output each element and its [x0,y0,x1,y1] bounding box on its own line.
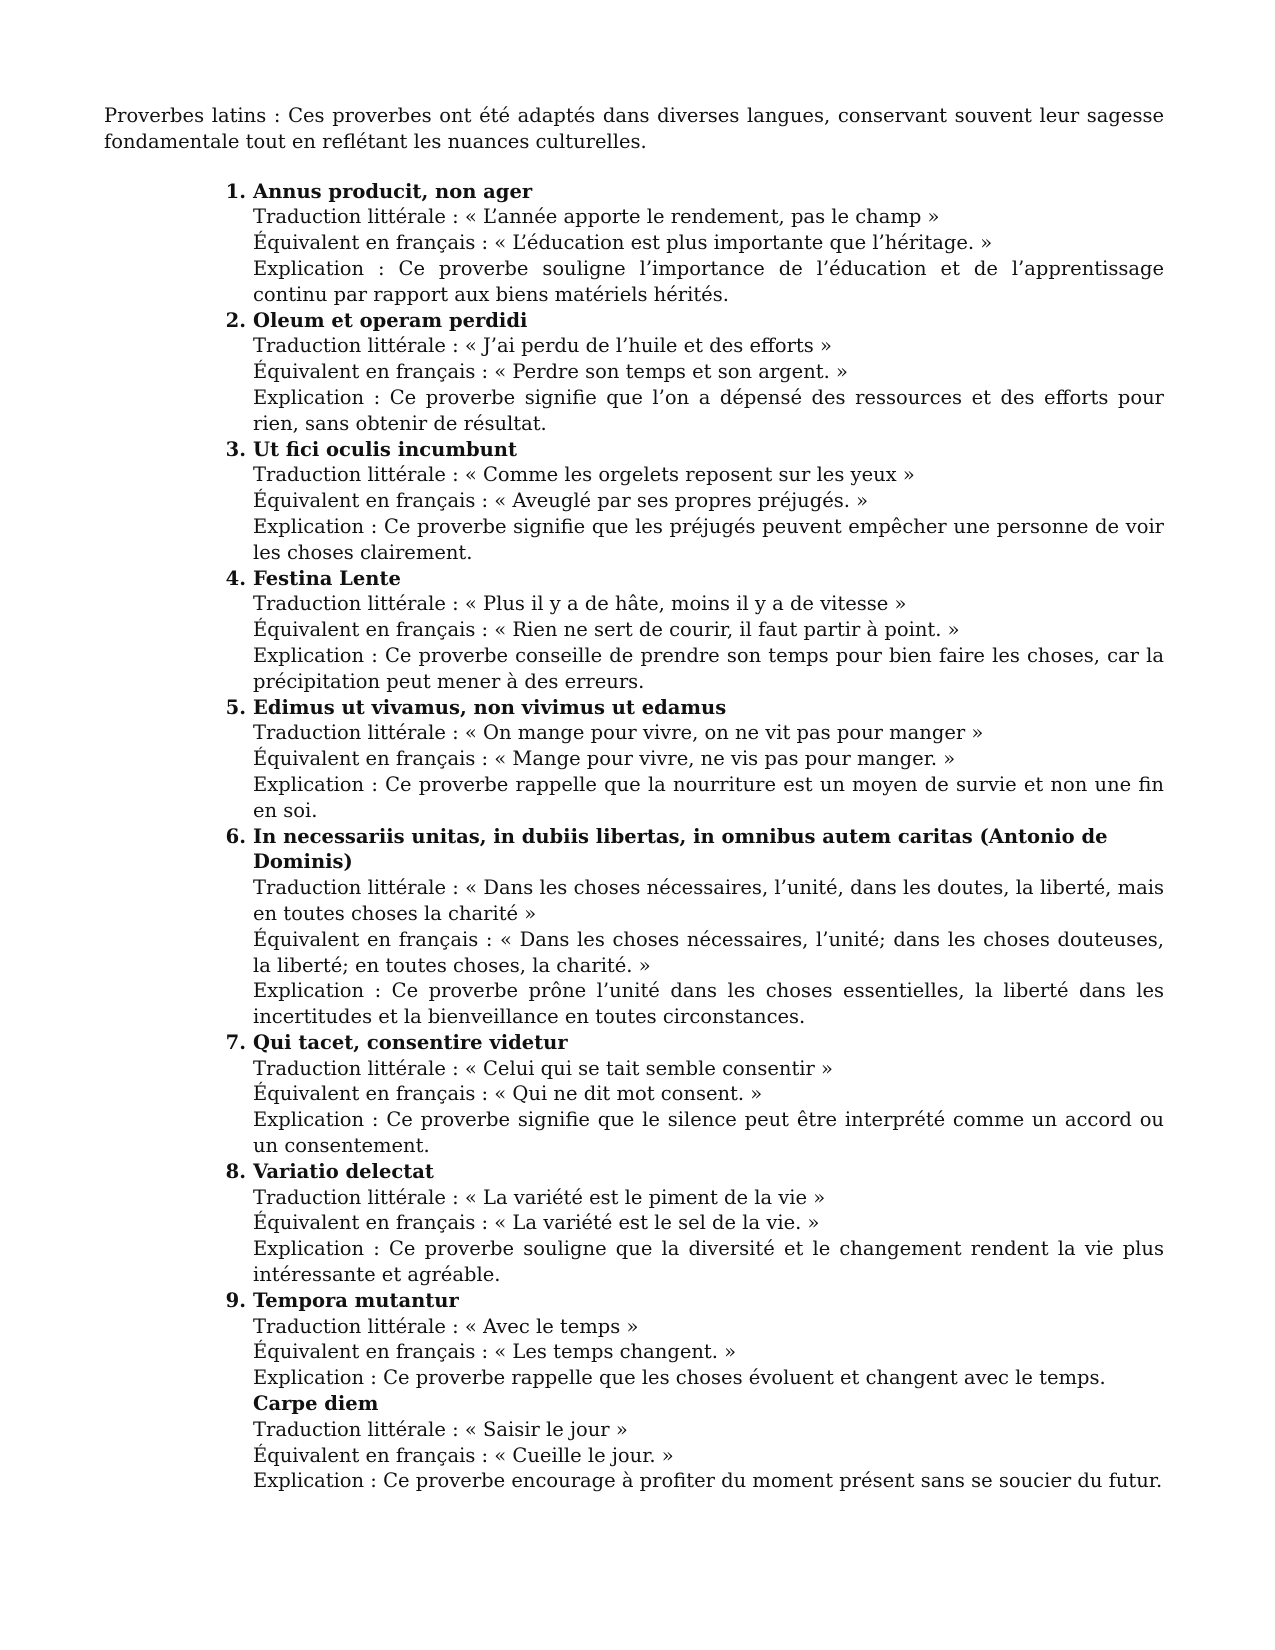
proverb-number: 6. [225,824,246,848]
proverb-explication: Explication : Ce proverbe rappelle que la nourriture est un moyen de survie et non une fin en soi. [253,772,1164,822]
proverb-number: 7. [225,1030,246,1054]
proverb-explication: Explication : Ce proverbe rappelle que les choses évoluent et changent avec le temps. [253,1366,1106,1390]
proverb-title: Oleum et operam perdidi [253,308,528,332]
proverb-equivalent: Équivalent en français : « Aveuglé par ses propres préjugés. » [253,489,869,513]
proverb-item [104,1030,1164,1159]
proverb-equivalent: Équivalent en français : « Mange pour vivre, ne vis pas pour manger. » [253,747,956,771]
proverb-explication: Explication : Ce proverbe encourage à profiter du moment présent sans se soucier du futur. [253,1469,1163,1493]
proverb-equivalent: Équivalent en français : « L’éducation est plus importante que l’héritage. » [253,231,993,255]
proverb-item [104,308,1164,437]
proverb-number: 2. [225,308,246,332]
proverb-number: 3. [225,437,246,461]
proverb-explication: Explication : Ce proverbe signifie que le silence peut être interprété comme un accord ou un consentement. [253,1108,1164,1158]
proverb-number: 9. [225,1288,246,1312]
proverb-equivalent: Équivalent en français : « Perdre son temps et son argent. » [253,360,848,384]
proverb-explication: Explication : Ce proverbe conseille de prendre son temps pour bien faire les choses, car la précipitation peut mener à des erreurs. [253,643,1164,693]
intro-paragraph: Proverbes latins : Ces proverbes ont été adaptés dans diverses langues, conservant souvent leur sagesse fondamentale tout en reflétant les nuances culturelles. [104,104,1164,153]
proverb-title: Edimus ut vivamus, non vivimus ut edamus [253,695,727,719]
proverb-title: Tempora mutantur [253,1288,459,1312]
proverb-number: 8. [225,1159,246,1183]
proverb-item [104,695,1164,824]
proverb-item [104,824,1164,1030]
proverb-traduction: Traduction littérale : « J’ai perdu de l’huile et des efforts » [253,334,832,358]
proverb-item [104,437,1164,566]
proverb-explication: Explication : Ce proverbe prône l’unité dans les choses essentielles, la liberté dans les incertitudes et la bienveillance en toutes circonstances. [253,979,1164,1029]
proverb-item [104,1391,1164,1494]
proverb-number: 1. [225,179,246,203]
proverb-title: Qui tacet, consentire videtur [253,1030,568,1054]
proverb-equivalent: Équivalent en français : « Qui ne dit mot consent. » [253,1082,763,1106]
proverb-traduction: Traduction littérale : « Dans les choses nécessaires, l’unité, dans les doutes, la liberté, mais en toutes choses la charité » [253,876,1164,925]
proverb-equivalent: Équivalent en français : « La variété est le sel de la vie. » [253,1211,820,1235]
proverb-item [104,1159,1164,1288]
proverb-equivalent: Équivalent en français : « Dans les choses nécessaires, l’unité; dans les choses douteuses, la liberté; en toutes choses, la charité. » [253,927,1164,977]
proverb-traduction: Traduction littérale : « La variété est le piment de la vie » [253,1185,826,1209]
proverb-number: 5. [225,695,246,719]
proverb-traduction: Traduction littérale : « Avec le temps » [253,1314,639,1338]
proverb-title: Ut fici oculis incumbunt [253,437,517,461]
proverb-traduction: Traduction littérale : « Saisir le jour » [253,1417,628,1441]
proverb-item [104,566,1164,695]
proverb-traduction: Traduction littérale : « Comme les orgelets reposent sur les yeux » [253,463,915,487]
proverb-explication: Explication : Ce proverbe signifie que l’on a dépensé des ressources et des efforts pour rien, sans obtenir de résultat. [253,385,1164,435]
proverb-title: Festina Lente [253,566,401,590]
proverb-equivalent: Équivalent en français : « Cueille le jour. » [253,1443,674,1467]
proverb-equivalent: Équivalent en français : « Les temps changent. » [253,1340,737,1364]
proverb-explication: Explication : Ce proverbe souligne l’importance de l’éducation et de l’apprentissage continu par rapport aux biens matériels hérités. [253,256,1164,306]
proverb-title: Variatio delectat [253,1159,434,1183]
proverb-title: Carpe diem [253,1392,379,1416]
proverb-traduction: Traduction littérale : « Plus il y a de hâte, moins il y a de vitesse » [253,592,907,616]
proverb-item [104,1288,1164,1391]
proverb-explication: Explication : Ce proverbe signifie que les préjugés peuvent empêcher une personne de voir les choses clairement. [253,514,1164,564]
proverb-title: In necessariis unitas, in dubiis libertas, in omnibus autem caritas (Antonio de Dominis) [253,824,1108,874]
proverb-explication: Explication : Ce proverbe souligne que la diversité et le changement rendent la vie plus intéressante et agréable. [253,1237,1164,1287]
proverb-traduction: Traduction littérale : « Celui qui se tait semble consentir » [253,1056,833,1080]
proverb-item [104,179,1164,308]
document-page [104,103,1164,1494]
proverb-traduction: Traduction littérale : « On mange pour vivre, on ne vit pas pour manger » [253,721,984,745]
proverb-list [104,179,1164,1495]
proverb-number: 4. [225,566,246,590]
proverb-title: Annus producit, non ager [253,179,533,203]
proverb-equivalent: Équivalent en français : « Rien ne sert de courir, il faut partir à point. » [253,618,960,642]
proverb-traduction: Traduction littérale : « L’année apporte le rendement, pas le champ » [253,205,940,229]
